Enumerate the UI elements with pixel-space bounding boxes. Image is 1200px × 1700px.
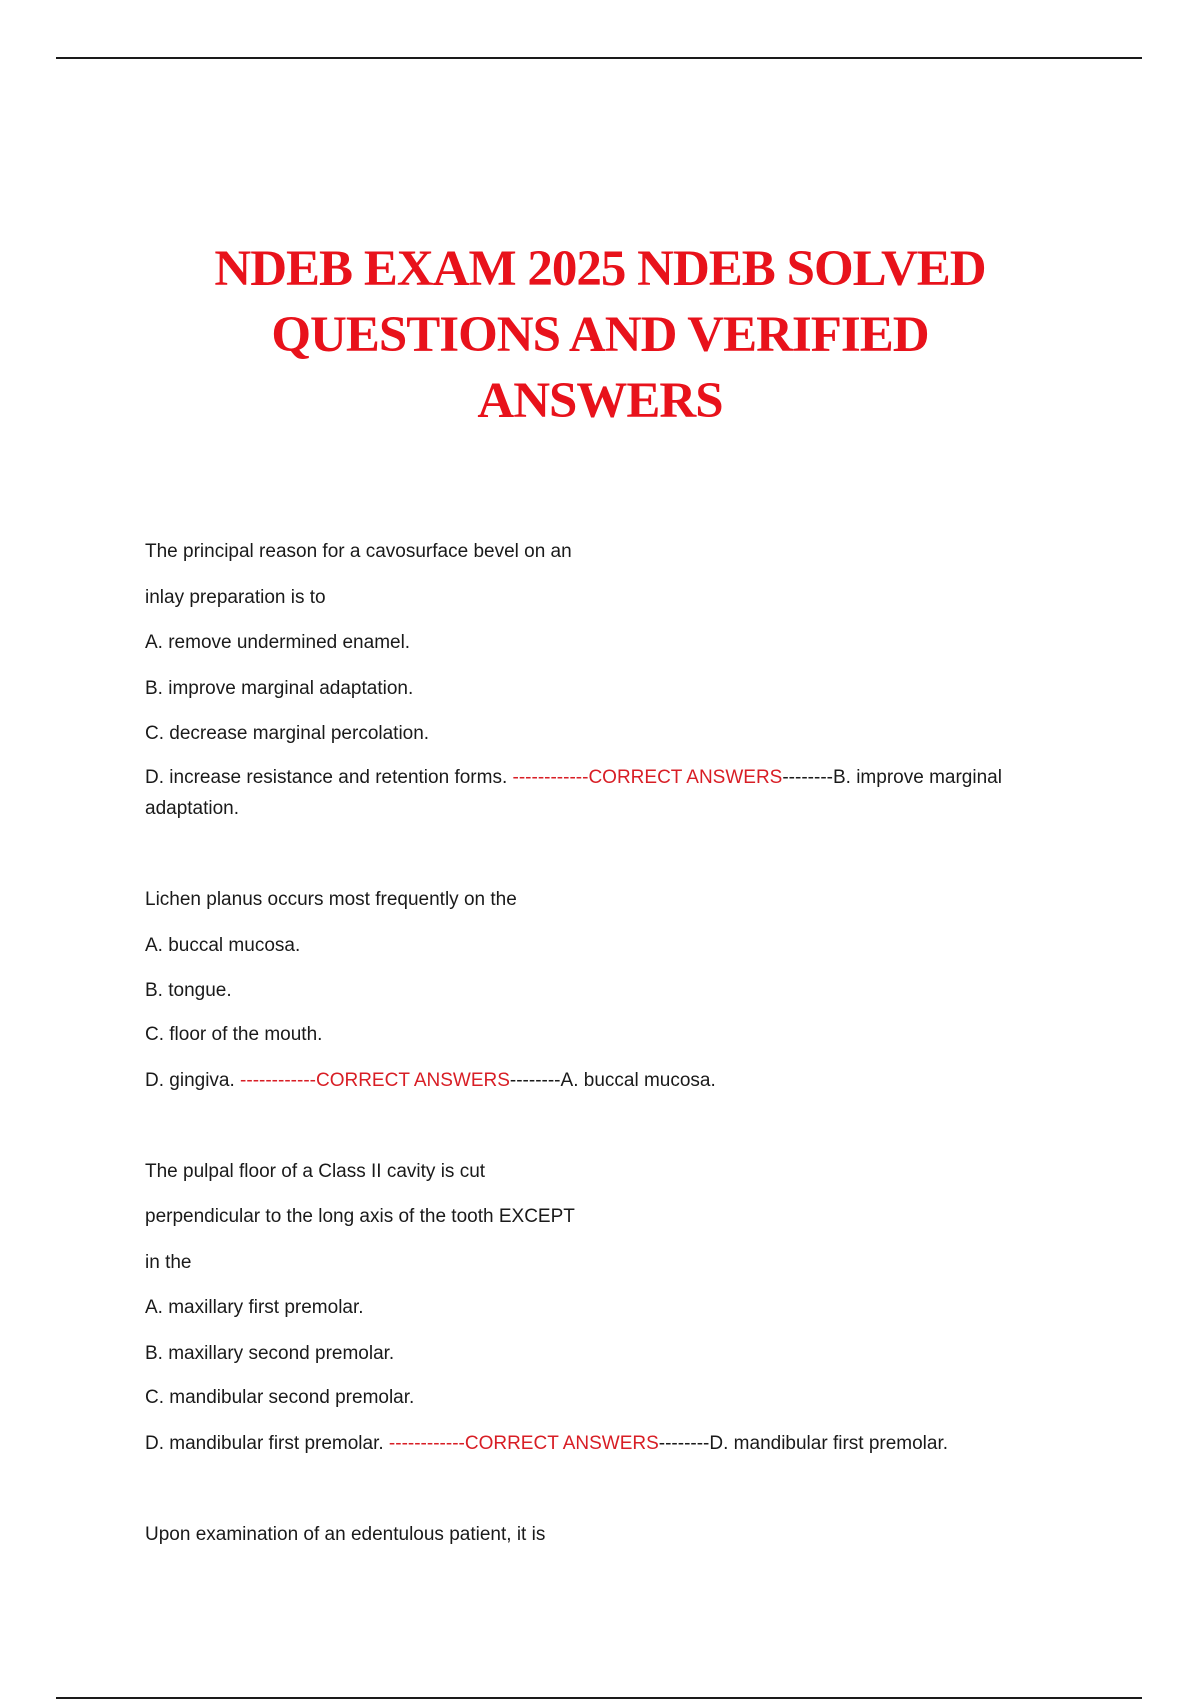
question-stem: in the bbox=[145, 1252, 192, 1273]
answer-option: C. floor of the mouth. bbox=[145, 1024, 323, 1045]
answer-separator-dashes: -------- bbox=[509, 1070, 561, 1091]
correct-answer: B. improve marginal bbox=[832, 767, 1002, 788]
answer-option: B. maxillary second premolar. bbox=[145, 1343, 395, 1364]
question-stem: The principal reason for a cavosurface bevel on an bbox=[145, 541, 572, 562]
answer-option: B. improve marginal adaptation. bbox=[145, 678, 414, 699]
answer-option: D. mandibular first premolar. bbox=[145, 1433, 389, 1454]
answer-option: A. buccal mucosa. bbox=[145, 935, 301, 956]
answer-separator-dashes: -------- bbox=[658, 1433, 710, 1454]
answer-line bbox=[145, 1433, 948, 1455]
title-line: QUESTIONS AND VERIFIED bbox=[271, 307, 929, 363]
question-stem: The pulpal floor of a Class II cavity is cut bbox=[145, 1161, 486, 1182]
correct-answer: adaptation. bbox=[145, 798, 240, 819]
answer-line bbox=[145, 1070, 716, 1092]
answer-option: C. decrease marginal percolation. bbox=[145, 723, 430, 744]
correct-answers-label: CORRECT ANSWERS bbox=[588, 767, 783, 788]
title-line: NDEB EXAM 2025 NDEB SOLVED bbox=[214, 241, 986, 297]
answer-separator-dashes: -------- bbox=[782, 767, 833, 788]
answer-option: A. remove undermined enamel. bbox=[145, 632, 411, 653]
answer-option: D. increase resistance and retention forms. bbox=[145, 767, 513, 788]
answer-option: B. tongue. bbox=[145, 980, 232, 1001]
correct-answers-label: CORRECT ANSWERS bbox=[464, 1433, 659, 1454]
answer-option: A. maxillary first premolar. bbox=[145, 1297, 364, 1318]
answer-line bbox=[145, 767, 1002, 789]
title-line: ANSWERS bbox=[477, 373, 723, 429]
question-stem: perpendicular to the long axis of the tooth EXCEPT bbox=[145, 1206, 575, 1227]
question-stem: Upon examination of an edentulous patient, it is bbox=[145, 1524, 546, 1545]
question-stem: inlay preparation is to bbox=[145, 587, 326, 608]
bottom-rule bbox=[56, 1697, 1142, 1699]
answer-separator-dashes: ------------ bbox=[240, 1070, 316, 1091]
correct-answers-label: CORRECT ANSWERS bbox=[315, 1070, 510, 1091]
answer-option: C. mandibular second premolar. bbox=[145, 1387, 415, 1408]
answer-separator-dashes: ------------ bbox=[388, 1433, 465, 1454]
correct-answer: D. mandibular first premolar. bbox=[709, 1433, 949, 1454]
correct-answer: A. buccal mucosa. bbox=[560, 1070, 716, 1091]
question-stem: Lichen planus occurs most frequently on the bbox=[145, 889, 517, 910]
answer-separator-dashes: ------------ bbox=[512, 767, 589, 788]
answer-option: D. gingiva. bbox=[145, 1070, 241, 1091]
